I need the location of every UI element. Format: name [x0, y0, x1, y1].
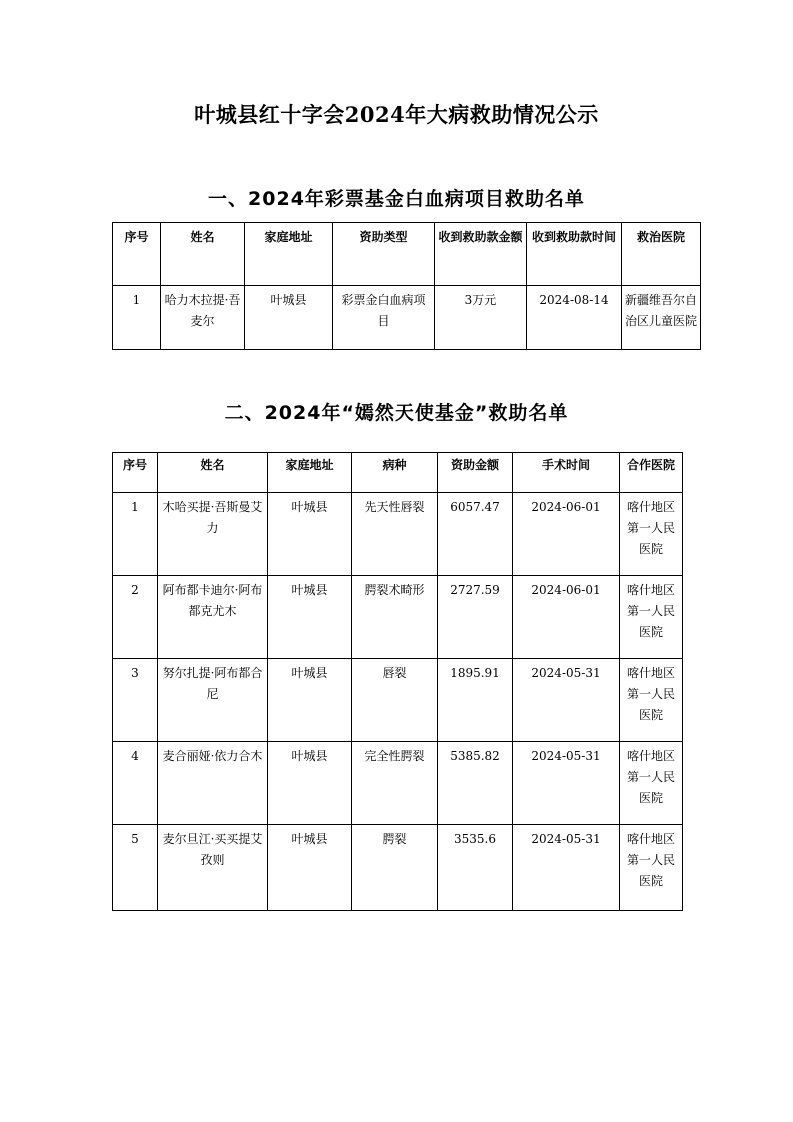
- table-row: [113, 825, 683, 911]
- cell-address: 叶城县: [268, 742, 352, 825]
- cell-amount: 5385.82: [438, 742, 513, 825]
- section1-title: 一、2024年彩票基金白血病项目救助名单: [208, 188, 585, 210]
- cell-hospital: 喀什地区第一人民医院: [620, 576, 683, 659]
- header-hospital: 救治医院: [622, 223, 701, 286]
- cell-date: 2024-08-14: [527, 286, 622, 350]
- cell-address: 叶城县: [268, 825, 352, 911]
- header-name: 姓名: [158, 453, 268, 493]
- table-row: [113, 576, 683, 659]
- document-title: 叶城县红十字会2024年大病救助情况公示: [194, 102, 599, 127]
- cell-disease: 腭裂: [352, 825, 438, 911]
- header-address: 家庭地址: [268, 453, 352, 493]
- cell-name: 哈力木拉提·吾麦尔: [161, 286, 245, 350]
- table-row: [113, 286, 701, 350]
- header-name: 姓名: [161, 223, 245, 286]
- cell-no: 1: [113, 493, 158, 576]
- header-amount: 收到救助款金额: [435, 223, 527, 286]
- section2-title: 二、2024年“嫣然天使基金”救助名单: [224, 402, 569, 424]
- table-row: [113, 742, 683, 825]
- cell-no: 4: [113, 742, 158, 825]
- cell-surgery-date: 2024-06-01: [513, 493, 620, 576]
- cell-hospital: 喀什地区第一人民医院: [620, 825, 683, 911]
- header-hospital: 合作医院: [620, 453, 683, 493]
- cell-surgery-date: 2024-05-31: [513, 742, 620, 825]
- cell-amount: 3535.6: [438, 825, 513, 911]
- cell-name: 努尔扎提·阿布都合尼: [158, 659, 268, 742]
- table-row: [113, 659, 683, 742]
- smile-angel-fund-table: [112, 452, 683, 911]
- header-amount: 资助金额: [438, 453, 513, 493]
- cell-no: 5: [113, 825, 158, 911]
- header-surgery-date: 手术时间: [513, 453, 620, 493]
- cell-name: 麦尔旦江·买买提艾孜则: [158, 825, 268, 911]
- cell-disease: 唇裂: [352, 659, 438, 742]
- cell-no: 2: [113, 576, 158, 659]
- cell-address: 叶城县: [268, 659, 352, 742]
- cell-address: 叶城县: [245, 286, 333, 350]
- cell-address: 叶城县: [268, 576, 352, 659]
- cell-hospital: 喀什地区第一人民医院: [620, 659, 683, 742]
- table-header-row: [113, 223, 701, 286]
- cell-address: 叶城县: [268, 493, 352, 576]
- leukemia-aid-table: [112, 222, 701, 350]
- cell-disease: 先天性唇裂: [352, 493, 438, 576]
- cell-amount: 3万元: [435, 286, 527, 350]
- table-row: [113, 493, 683, 576]
- cell-name: 麦合丽娅·依力合木: [158, 742, 268, 825]
- header-aid-type: 资助类型: [333, 223, 435, 286]
- cell-disease: 腭裂术畸形: [352, 576, 438, 659]
- cell-hospital: 新疆维吾尔自治区儿童医院: [622, 286, 701, 350]
- cell-surgery-date: 2024-05-31: [513, 659, 620, 742]
- header-date: 收到救助款时间: [527, 223, 622, 286]
- table-header-row: [113, 453, 683, 493]
- cell-amount: 1895.91: [438, 659, 513, 742]
- cell-amount: 2727.59: [438, 576, 513, 659]
- header-disease: 病种: [352, 453, 438, 493]
- cell-no: 1: [113, 286, 161, 350]
- header-no: 序号: [113, 223, 161, 286]
- cell-name: 阿布都卡迪尔·阿布都克尤木: [158, 576, 268, 659]
- cell-disease: 完全性腭裂: [352, 742, 438, 825]
- cell-hospital: 喀什地区第一人民医院: [620, 742, 683, 825]
- cell-surgery-date: 2024-05-31: [513, 825, 620, 911]
- cell-amount: 6057.47: [438, 493, 513, 576]
- cell-aid-type: 彩票金白血病项目: [333, 286, 435, 350]
- cell-name: 木哈买提·吾斯曼艾力: [158, 493, 268, 576]
- header-no: 序号: [113, 453, 158, 493]
- cell-no: 3: [113, 659, 158, 742]
- header-address: 家庭地址: [245, 223, 333, 286]
- cell-hospital: 喀什地区第一人民医院: [620, 493, 683, 576]
- cell-surgery-date: 2024-06-01: [513, 576, 620, 659]
